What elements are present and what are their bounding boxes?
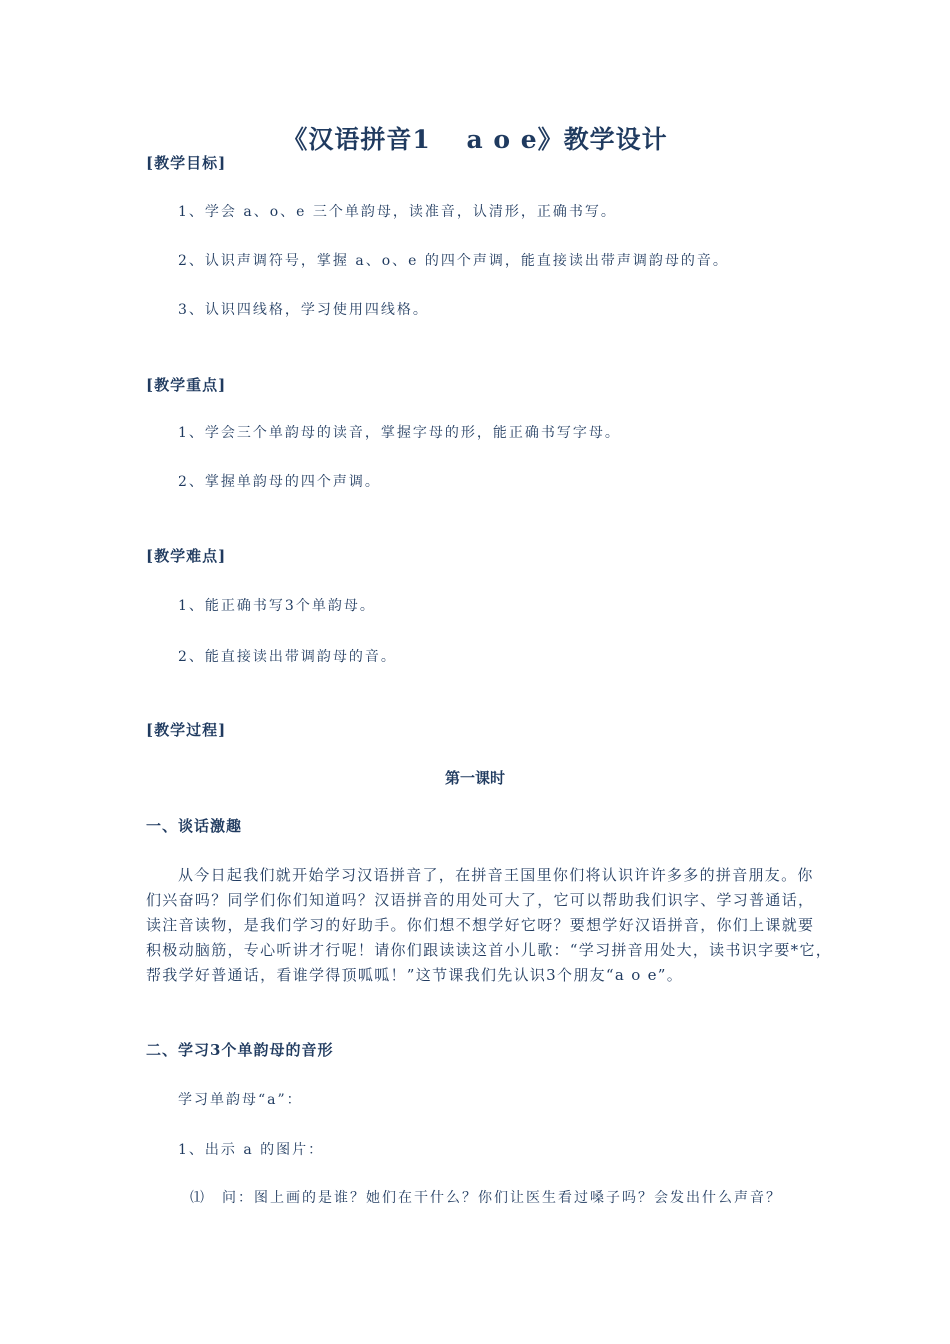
lesson-title: 第一课时 — [444, 769, 505, 787]
process-heading: [教学过程] — [146, 721, 227, 739]
section-heading: 一、谈话激趣 — [146, 817, 243, 835]
step-item: 1、出示 a 的图片： — [178, 1142, 325, 1158]
paragraph-line: 帮我学好普通话，看谁学得顶呱呱！”这节课我们先认识3个朋友“a o e”。 — [146, 966, 684, 984]
key-point-item: 1、学会三个单韵母的读音，掌握字母的形，能正确书写字母。 — [178, 425, 621, 441]
sub-step-item: ⑴ 问：图上画的是谁？她们在干什么？你们让医生看过嗓子吗？会发出什么声音？ — [190, 1190, 782, 1206]
paragraph-line: 们兴奋吗？同学们你们知道吗？汉语拼音的用处可大了，它可以帮助我们识字、学习普通话， — [146, 891, 815, 909]
difficulty-item: 1、能正确书写3个单韵母。 — [178, 598, 376, 614]
objective-item: 1、学会 a、o、e 三个单韵母，读准音，认清形，正确书写。 — [178, 204, 617, 220]
paragraph-line: 从今日起我们就开始学习汉语拼音了，在拼音王国里你们将认识许许多多的拼音朋友。你 — [178, 866, 814, 884]
section-heading: 二、学习3个单韵母的音形 — [146, 1041, 334, 1059]
difficulty-item: 2、能直接读出带调韵母的音。 — [178, 649, 397, 665]
objective-item: 2、认识声调符号，掌握 a、o、e 的四个声调，能直接读出带声调韵母的音。 — [178, 253, 729, 269]
paragraph-line: 读注音读物，是我们学习的好助手。你们想不想学好它呀？要想学好汉语拼音，你们上课就要 — [146, 916, 815, 934]
difficulties-heading: [教学难点] — [146, 547, 227, 565]
document-title: 《汉语拼音1 a o e》教学设计 — [282, 125, 668, 154]
objectives-heading: [教学目标] — [146, 154, 227, 172]
key-point-item: 2、掌握单韵母的四个声调。 — [178, 474, 381, 490]
paragraph-line: 积极动脑筋，专心听讲才行呢！请你们跟读读这首小儿歌：“学习拼音用处大，读书识字要*它， — [146, 941, 833, 959]
section-intro: 学习单韵母“a”： — [178, 1092, 303, 1108]
objective-item: 3、认识四线格，学习使用四线格。 — [178, 302, 429, 318]
key-points-heading: [教学重点] — [146, 376, 227, 394]
